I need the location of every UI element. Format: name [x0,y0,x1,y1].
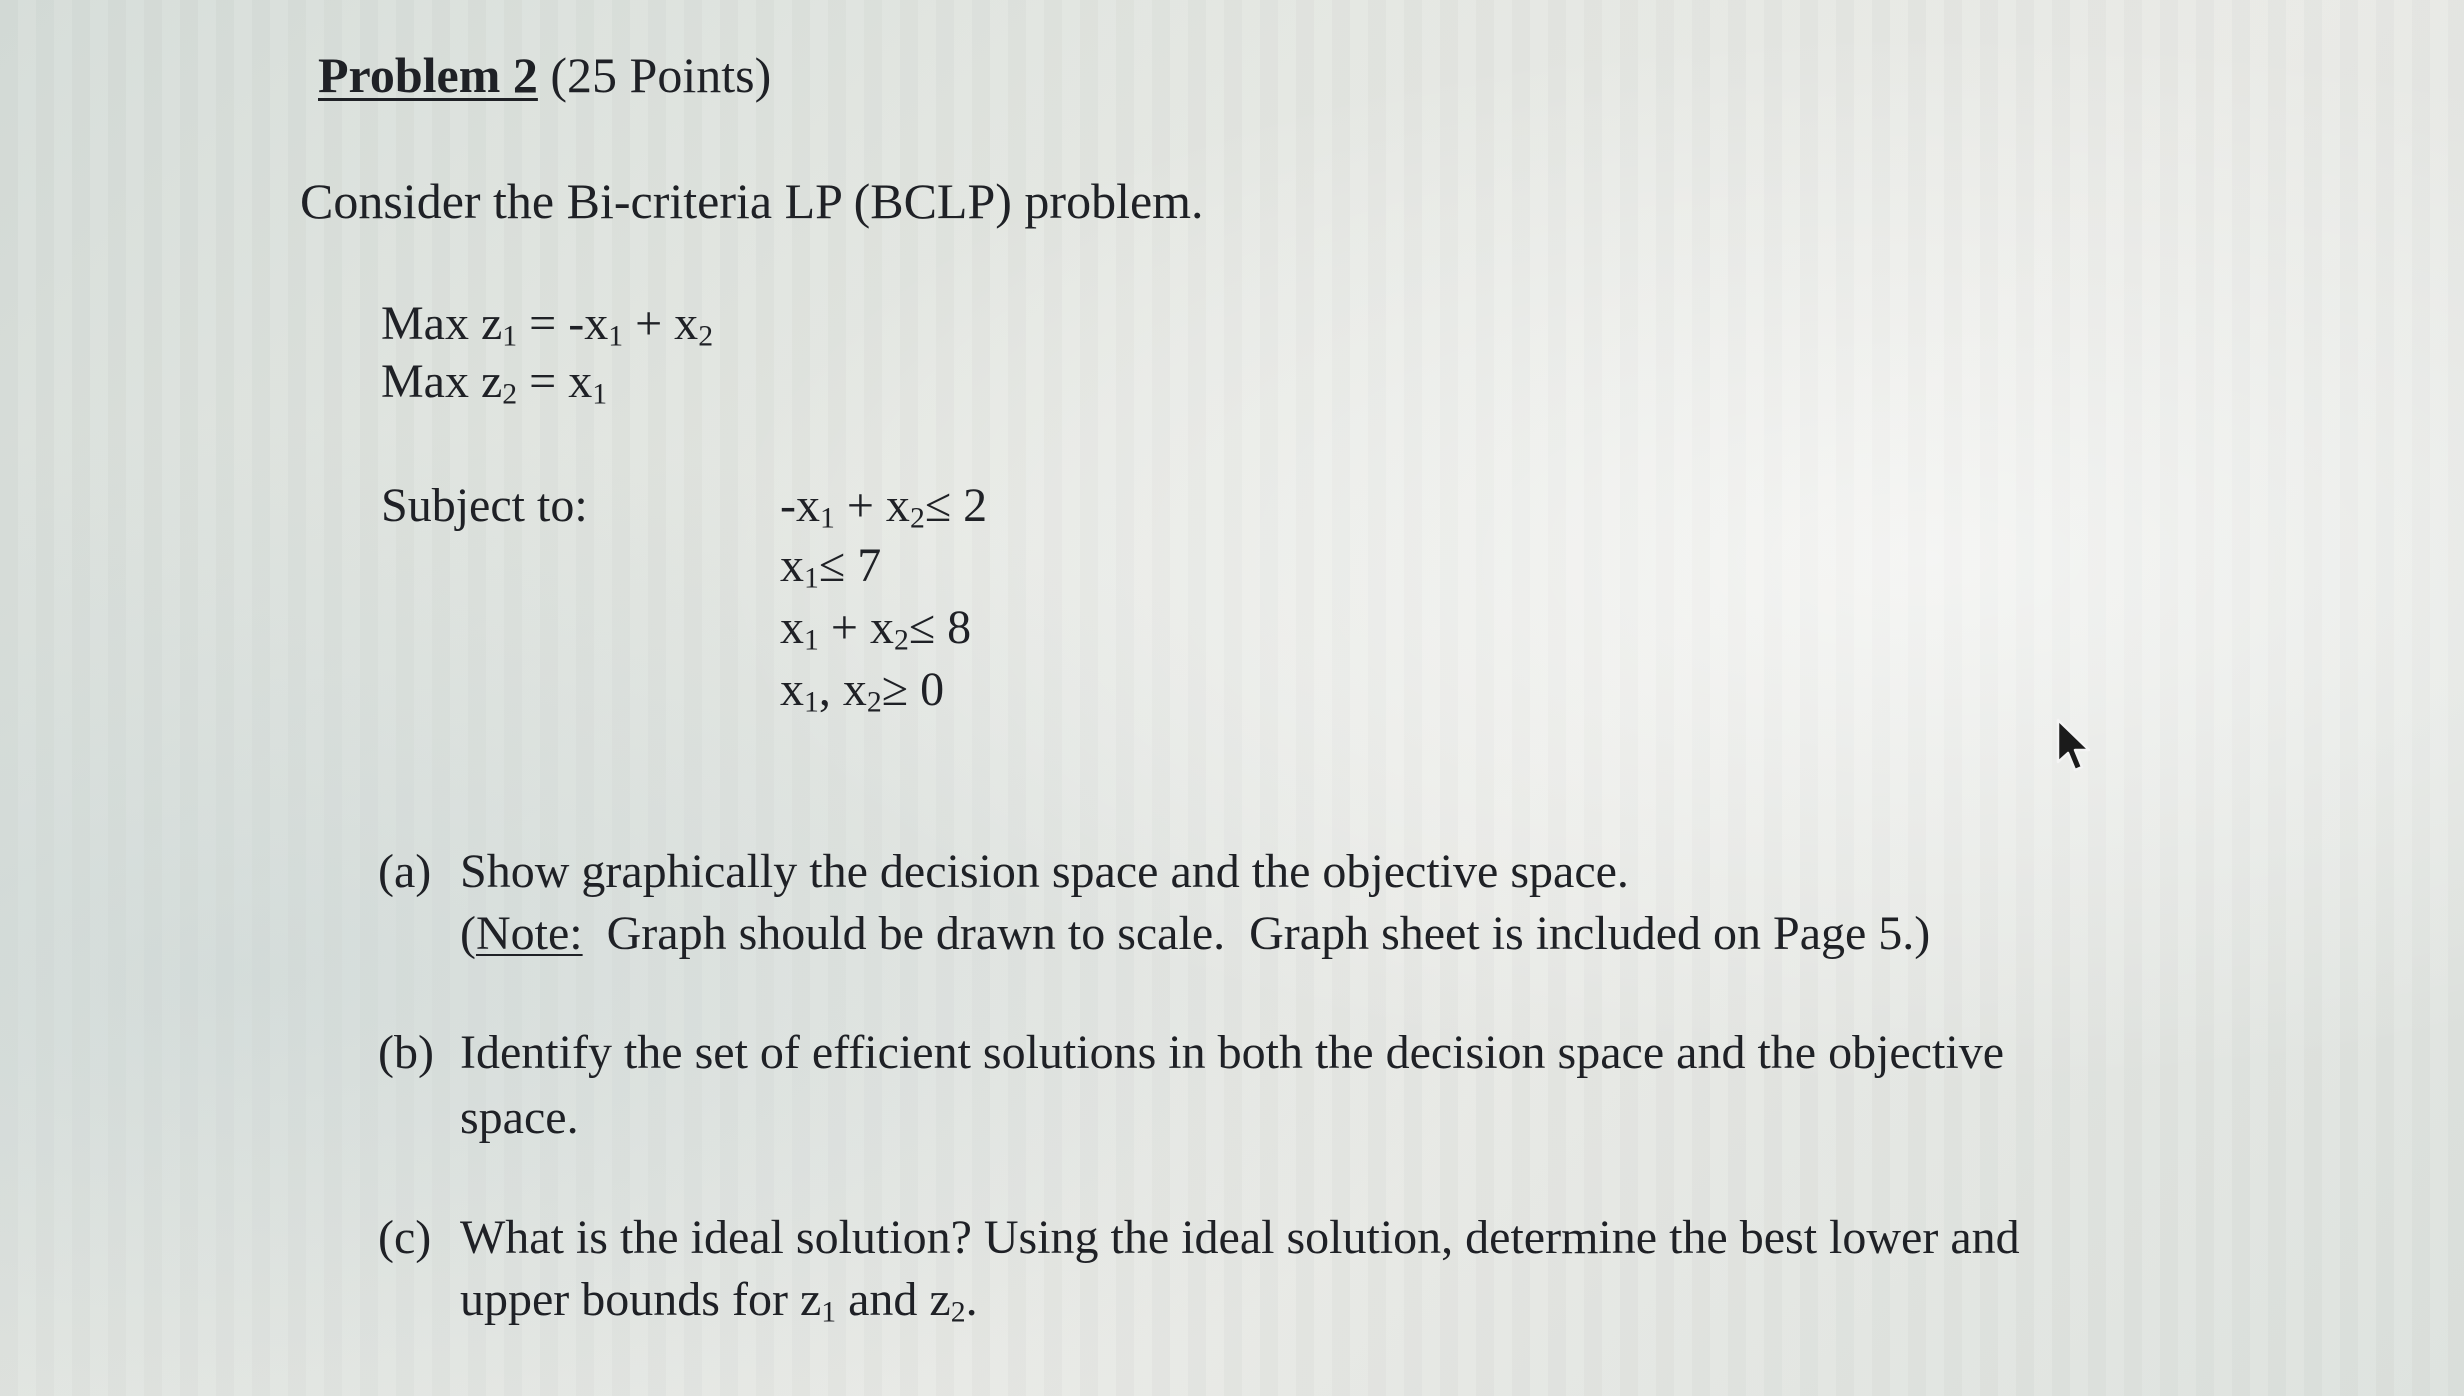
constraint-nonnegativity: $x_1$, $x_2\ge 0$ [780,663,945,719]
part-a-letter: (a) [378,845,432,898]
subject-to-label: Subject to: [381,479,588,532]
constraint-3: $x_1 + x_2\le 8$ [780,601,972,657]
problem-intro: Consider the Bi-criteria LP (BCLP) problem. [300,173,1204,229]
part-c-text-line1: What is the ideal solution? Using the ideal solution, determine the best lower and [460,1211,2020,1264]
part-c-text-line2: upper bounds for $z_1$ and $z_2$. [460,1273,978,1329]
problem-points: (25 Points) [550,47,772,103]
problem-label: Problem 2 [318,47,538,103]
problem-heading [318,46,771,104]
part-b-text-line1: Identify the set of efficient solutions in both the decision space and the objective [460,1026,2005,1079]
part-c-letter: (c) [378,1211,432,1264]
part-a-text: Show graphically the decision space and the objective space. [460,845,1629,898]
part-b-letter: (b) [378,1026,434,1079]
objective-z2: Max $z_2 = x_1$ [381,355,608,411]
constraint-1: $-x_1 + x_2\le 2$ [780,479,988,535]
part-a-note: (Note: Graph should be drawn to scale. Graph sheet is included on Page 5.) [460,907,1931,960]
mouse-pointer-icon [2055,718,2095,776]
objective-z1: Max $z_1 = -x_1 + x_2$ [381,297,714,353]
part-b-text-line2: space. [460,1091,579,1144]
constraint-2: $x_1\le 7$ [780,539,882,595]
note-label: Note: [475,907,583,960]
